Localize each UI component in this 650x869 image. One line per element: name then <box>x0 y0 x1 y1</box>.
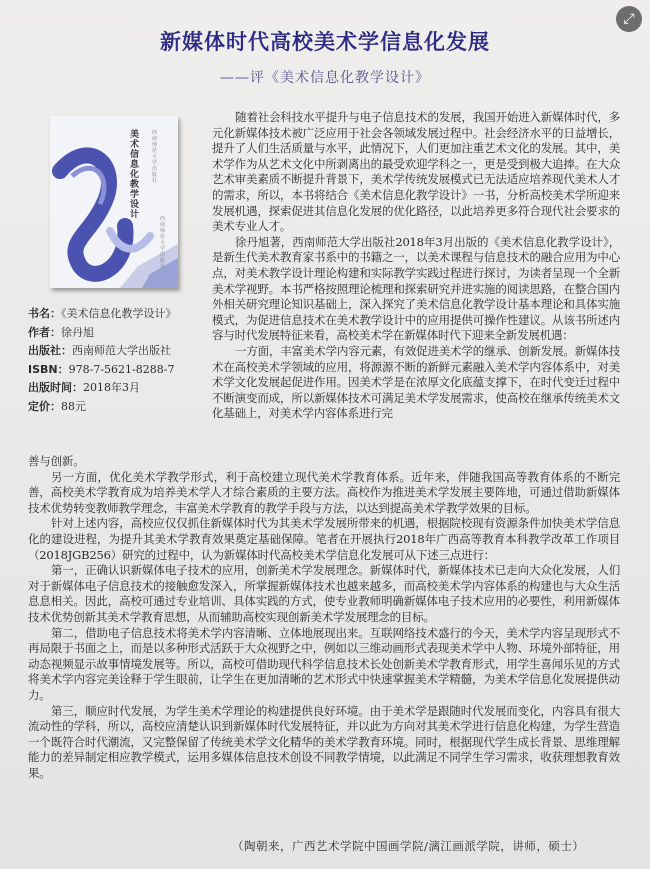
paragraph: 一方面，丰富美术学内容元素，有效促进美术学的继承、创新发展。新媒体技术在高校美术学领域的应用，将源源不断的新鲜元素融入美术学内容体系中，对美术学文化发展起促进作用。因美术学是在浓厚文化底蕴支撑下，在时代变迁过程中不断演变而成，所以新媒体技术可满足美术学发展需求，使高校在继承传统美术文化基础上，对美术学内容体系进行完 <box>212 343 620 421</box>
book-info-author: 作者：徐丹旭 <box>28 325 94 339</box>
book-info-publisher: 出版社：西南师范大学出版社 <box>28 344 171 358</box>
paragraph: 随着社会科技水平提升与电子信息技术的发展，我国开始进入新媒体时代，多元化新媒体技术被广泛应用于社会各领域发展过程中。社会经济水平的日益增长，提升了人们生活质量与水平，此情况下，人们更加注重艺术文化的发展。其中，美术学作为从艺术文化中所剥离出的最受欢迎学科之一，更是受到极大追捧。在大众艺术审美素质不断提升背景下，美术学传统发展模式已无法适应培养现代美术人才的需求，所以，本书将结合《美术信息化教学设计》一书，分析高校美术学所迎来发展机遇，探索促进其信息化发展的优化路径，以此培养更多符合现代社会要求的美术专业人才。 <box>212 110 620 234</box>
author-note: （陶朝来，广西艺术学院中国画学院/漓江画派学院，讲师，硕士） <box>232 839 585 853</box>
paragraph: 另一方面，优化美术学教学形式，利于高校建立现代美术学教育体系。近年来，伴随我国高等教育体系的不断完善，高校美术学教育成为培养美术学人才综合素质的主要方法。高校作为推进美术学发展主要阵地，可通过借助新媒体技术优势转变教师教学理念，丰富美术学教育的教学手段与方法，以达到提高美术学教学效果的目标。 <box>28 469 620 515</box>
book-cover-title: 美术信息化教学设计 <box>130 130 140 220</box>
book-cover-image <box>50 116 178 288</box>
paragraph: 第一，正确认识新媒体电子技术的应用，创新美术学发展理念。新媒体时代，新媒体技术已走向大众化发展，人们对于新媒体电子信息技术的接触愈发深入，所掌握新媒体技术也越来越多，而高校美术学内容体系的构建也与大众生活息息相关。因此，高校可通过专业培训、具体实践的方式，使专业教师明确新媒体电子技术应用的必要性，利用新媒体技术优势创新其美术学教育思想，从而辅助高校实现创新美术学发展理念的目标。 <box>28 563 620 624</box>
paragraph: 第三，顺应时代发展，为学生美术学理论的构建提供良好环境。由于美术学是跟随时代发展而变化，内容具有很大流动性的学科，所以，高校应清楚认识到新媒体时代发展特征，并以此为方向对其美术学进行信息化构建，为学生营造一个既符合时代潮流，又完整保留了传统美术学文化精华的美术学教育环境。同时，根据现代学生成长背景、思维理解能力的差异制定相应教学模式，运用多媒体信息技术创设不同教学情境，以此满足不同学生学习需求，收获理想教育效果。 <box>28 703 620 780</box>
book-info <box>28 305 203 417</box>
book-info-date: 出版时间：2018年3月 <box>28 381 140 395</box>
paragraph: 第二，借助电子信息技术将美术学内容清晰、立体地展现出来。互联网络技术盛行的今天，美术学内容呈现形式不再局限于书面之上，而是以多种形式活跃于大众视野之中，例如以三维动画形式表现美术学中人物、环境外部特征，用动态视频显示故事情境发展等。所以，高校可借助现代科学信息技术长处创新美术学教育形式，用学生喜闻乐见的方式将美术学内容完美诠释于学生眼前，让学生在更加清晰的艺术形式中快速掌握美术学精髓，为美术学信息化发展提供动力。 <box>28 625 620 702</box>
article-body-full-width <box>28 454 620 781</box>
book-cover-publisher: 西南师范大学出版社 <box>160 216 166 270</box>
paragraph: 针对上述内容，高校应仅仅抓住新媒体时代为其美术学发展所带来的机遇，根据院校现有资源条件加快美术学信息化的建设进程，为提升其美术学教育效果奠定基础保障。笔者在开展执行2018年广西高等教育本科教学改革工作项目（2018JGB256）研究的过程中，认为新媒体时代高校美术学信息化发展可从下述三点进行： <box>28 516 620 562</box>
expand-icon[interactable]: ⤢ <box>616 6 642 32</box>
paragraph: 徐丹旭著，西南师范大学出版社2018年3月出版的《美术信息化教学设计》，是新生代美术教育家书系中的书籍之一，以美术课程与信息技术的融合应用为中心点，对美术教学设计理论构建和实际教学实践过程进行探讨，为读者呈现一个全新美术学视野。本书严格按照理论梳理和探索研究并进实施的阅读思路，在整合国内外相关研究理论知识基础上，深入探究了美术信息化教学设计基本理论和具体实施模式，为促进信息技术在美术教学设计中的应用提供可操作性建议。从该书所述内容与时代发展特征来看，高校美术学在新媒体时代下迎来全新发展机遇： <box>212 234 620 343</box>
book-cover-series: 西南师范大学出版社 <box>152 130 158 184</box>
article-title: 新媒体时代高校美术学信息化发展 <box>160 29 490 54</box>
paragraph: 善与创新。 <box>28 454 85 468</box>
book-info-isbn: ISBN：978-7-5621-8288-7 <box>28 362 175 376</box>
book-info-title: 书名：《美术信息化教学设计》 <box>28 307 177 320</box>
book-info-price: 定价：88元 <box>28 399 86 413</box>
article-body-right-column <box>212 110 620 422</box>
article-subtitle: ——评《美术信息化教学设计》 <box>220 70 430 86</box>
